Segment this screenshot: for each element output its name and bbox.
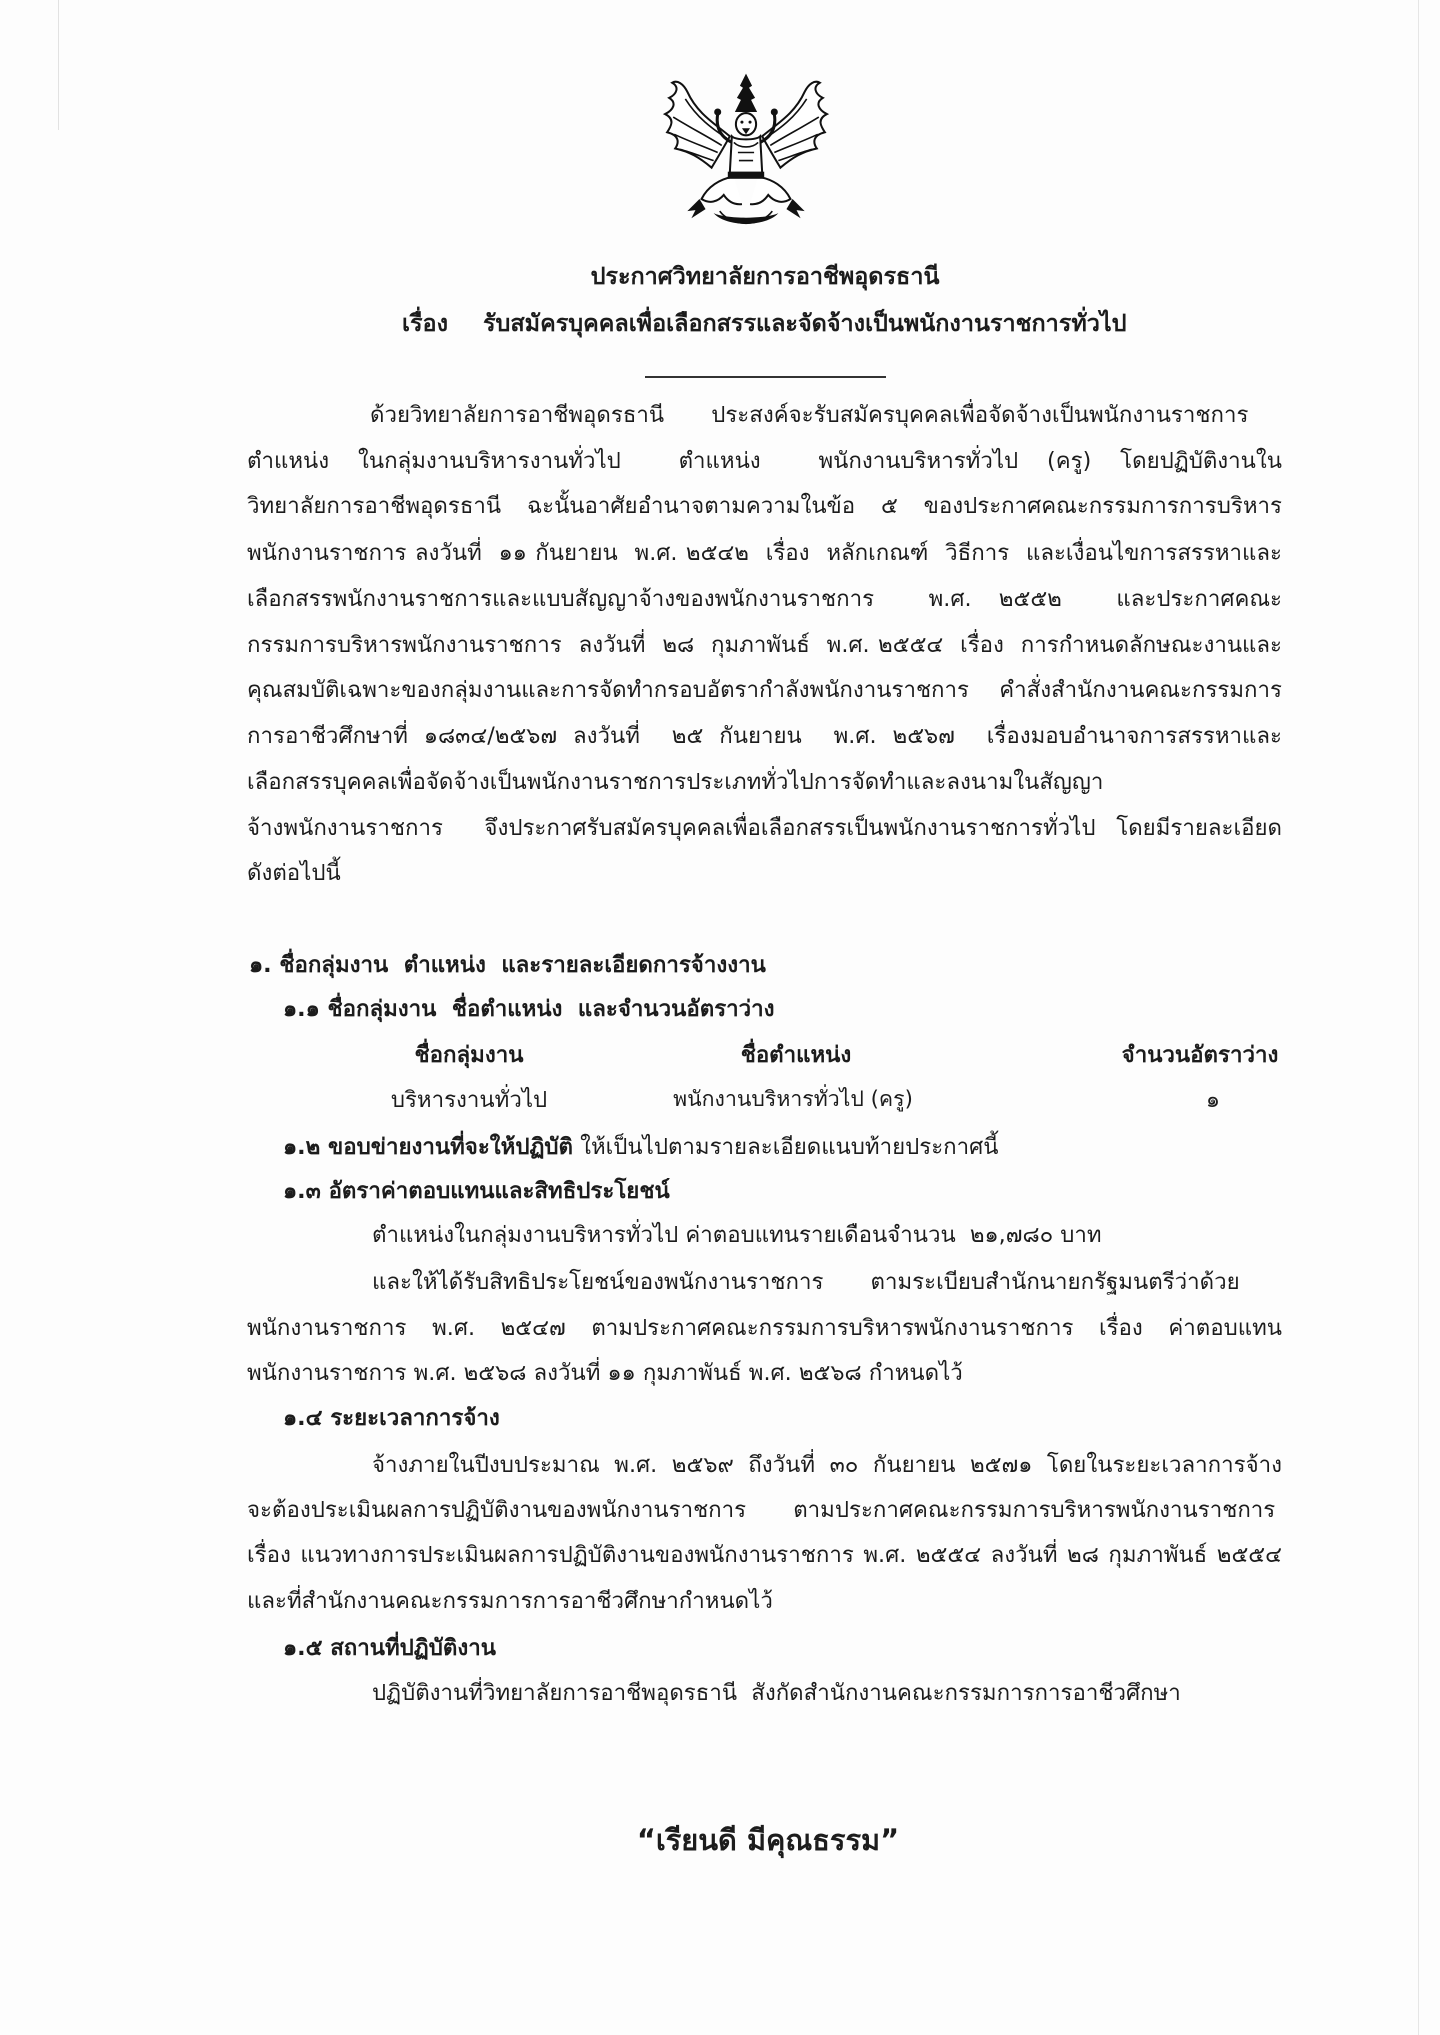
table-header-vacancies: [1110, 1038, 1290, 1072]
paragraph-line-text: พนักงานราชการ พ.ศ. ๒๕๔๗ ตามประกาศคณะกรรมการบริหารพนักงานราชการ เรื่อง ค่าตอบแทน: [247, 1315, 1282, 1341]
announcement-title: [565, 259, 965, 293]
subject-label-text: เรื่อง: [402, 309, 448, 337]
table-header-text: ชื่อกลุ่มงาน: [414, 1042, 524, 1068]
section-1-3-line-1: [372, 1218, 1282, 1252]
table-cell-text: บริหารงานทั่วไป: [390, 1087, 548, 1113]
table-header-text: จำนวนอัตราว่าง: [1121, 1042, 1279, 1068]
section-1-3-line-2: [372, 1265, 1282, 1299]
table-header-text: ชื่อตำแหน่ง: [740, 1042, 852, 1068]
subject-title: [483, 306, 1143, 340]
section-body-text: ให้เป็นไปตามรายละเอียดแนบท้ายประกาศนี้: [580, 1134, 999, 1160]
intro-line-6: [247, 628, 1282, 662]
paragraph-line-text: จ้างภายในปีงบประมาณ พ.ศ. ๒๕๖๙ ถึงวันที่ ๓๐ กันยายน ๒๕๗๑ โดยในระยะเวลาการจ้าง: [372, 1452, 1282, 1478]
intro-line-8: [247, 719, 1282, 753]
intro-line-4: [247, 536, 1282, 570]
section-1-3-line-3: [247, 1311, 1282, 1345]
paragraph-line-text: เรื่อง แนวทางการประเมินผลการปฏิบัติงานของพนักงานราชการ พ.ศ. ๒๕๕๔ ลงวันที่ ๒๘ กุมภาพันธ์ ๒๕๕๔: [247, 1542, 1282, 1568]
paragraph-line-text: วิทยาลัยการอาชีพอุดรธานี ฉะนั้นอาศัยอำนาจตามความในข้อ ๕ ของประกาศคณะกรรมการการบริหาร: [247, 493, 1282, 519]
intro-line-11: [247, 856, 1282, 890]
paragraph-line-text: ปฏิบัติงานที่วิทยาลัยการอาชีพอุดรธานี สังกัดสำนักงานคณะกรรมการการอาชีวศึกษา: [372, 1680, 1181, 1706]
section-1-4-heading: [283, 1401, 1183, 1435]
subject-title-text: รับสมัครบุคคลเพื่อเลือกสรรและจัดจ้างเป็นพนักงานราชการทั่วไป: [483, 309, 1127, 337]
section-1-5-line-1: [372, 1676, 1282, 1710]
paragraph-line-text: กรรมการบริหารพนักงานราชการ ลงวันที่ ๒๘ กุมภาพันธ์ พ.ศ. ๒๕๕๔ เรื่อง การกำหนดลักษณะงานและ: [247, 632, 1282, 658]
intro-line-5: [247, 582, 1282, 616]
paragraph-line-text: และที่สำนักงานคณะกรรมการการอาชีวศึกษากำหนดไว้: [247, 1588, 773, 1614]
table-cell-text: พนักงานบริหารทั่วไป (ครู): [673, 1087, 913, 1112]
section-1-4-line-2: [247, 1493, 1282, 1527]
section-1-1-heading: [283, 992, 1183, 1026]
section-1-3-line-4: [247, 1356, 1282, 1390]
scan-edge-line-right: [1418, 0, 1419, 2035]
section-heading-text: ๑. ชื่อกลุ่มงาน ตำแหน่ง และรายละเอียดการจ้างงาน: [249, 952, 766, 978]
section-1-2: [283, 1130, 1282, 1164]
table-cell-position: [673, 1083, 913, 1117]
table-cell-group: [389, 1083, 549, 1117]
table-cell-vacancies: [1123, 1083, 1303, 1117]
section-1-4-line-3: [247, 1538, 1282, 1572]
paragraph-line-text: ดังต่อไปนี้: [247, 860, 341, 886]
section-1-4-line-1: [372, 1448, 1282, 1482]
intro-line-3: [247, 489, 1282, 523]
paragraph-line-text: จะต้องประเมินผลการปฏิบัติงานของพนักงานราชการ ตามประกาศคณะกรรมการบริหารพนักงานราชการ: [247, 1497, 1276, 1523]
section-1-2-content: [283, 1134, 999, 1160]
paragraph-line-text: พนักงานราชการ พ.ศ. ๒๕๖๘ ลงวันที่ ๑๑ กุมภาพันธ์ พ.ศ. ๒๕๖๘ กำหนดไว้: [247, 1360, 963, 1386]
scan-edge-line-left: [58, 0, 59, 130]
paragraph-line-text: เลือกสรรพนักงานราชการและแบบสัญญาจ้างของพนักงานราชการ พ.ศ. ๒๕๕๒ และประกาศคณะ: [247, 586, 1282, 612]
section-heading-text: ๑.๕ สถานที่ปฏิบัติงาน: [283, 1635, 496, 1661]
section-1-heading: [249, 948, 1149, 982]
emblem-crown: [735, 74, 757, 112]
paragraph-line-text: และให้ได้รับสิทธิประโยชน์ของพนักงานราชการ ตามระเบียบสำนักนายกรัฐมนตรีว่าด้วย: [372, 1269, 1240, 1295]
announcement-title-text: ประกาศวิทยาลัยการอาชีพอุดรธานี: [590, 262, 940, 290]
intro-line-2: [247, 444, 1282, 478]
table-header-group: [389, 1038, 549, 1072]
paragraph-line-text: ตำแหน่ง ในกลุ่มงานบริหารงานทั่วไป ตำแหน่ง พนักงานบริหารทั่วไป (ครู) โดยปฏิบัติงานใน: [247, 448, 1282, 474]
section-heading-text: ๑.๓ อัตราค่าตอบแทนและสิทธิประโยชน์: [283, 1178, 670, 1204]
paragraph-line-text: ตำแหน่งในกลุ่มงานบริหารทั่วไป ค่าตอบแทนรายเดือนจำนวน ๒๑,๗๘๐ บาท: [372, 1222, 1102, 1248]
paragraph-line-text: คุณสมบัติเฉพาะของกลุ่มงานและการจัดทำกรอบอัตรากำลังพนักงานราชการ คำสั่งสำนักงานคณะกรรมการ: [247, 677, 1282, 703]
section-heading-text: ๑.๔ ระยะเวลาการจ้าง: [283, 1405, 500, 1431]
paragraph-line-text: จ้างพนักงานราชการ จึงประกาศรับสมัครบุคคลเพื่อเลือกสรรเป็นพนักงานราชการทั่วไป โดยมีรายละเอียด: [247, 815, 1282, 841]
table-header-position: [676, 1038, 916, 1072]
table-cell-text: ๑: [1205, 1087, 1221, 1113]
section-1-4-line-4: [247, 1584, 1282, 1618]
college-motto-text: “เรียนดี มีคุณธรรม”: [636, 1823, 900, 1857]
intro-line-1: [370, 398, 1282, 432]
paragraph-line-text: พนักงานราชการ ลงวันที่ ๑๑ กันยายน พ.ศ. ๒๕๔๒ เรื่อง หลักเกณฑ์ วิธีการ และเงื่อนไขการสรรหาและ: [247, 540, 1282, 566]
college-motto: [518, 1818, 1018, 1862]
section-1-3-heading: [283, 1174, 1183, 1208]
intro-line-7: [247, 673, 1282, 707]
section-heading-text: ๑.๑ ชื่อกลุ่มงาน ชื่อตำแหน่ง และจำนวนอัตราว่าง: [283, 996, 775, 1022]
paragraph-line-text: การอาชีวศึกษาที่ ๑๘๓๔/๒๕๖๗ ลงวันที่ ๒๕ กันยายน พ.ศ. ๒๕๖๗ เรื่องมอบอำนาจการสรรหาและ: [247, 723, 1282, 749]
subject-label: [402, 306, 480, 340]
intro-line-10: [247, 811, 1282, 845]
paragraph-line-text: เลือกสรรบุคคลเพื่อจัดจ้างเป็นพนักงานราชการประเภททั่วไปการจัดทำและลงนามในสัญญา: [247, 769, 1104, 795]
title-divider: [645, 376, 886, 378]
section-heading-text: ๑.๒ ขอบข่ายงานที่จะให้ปฏิบัติ: [283, 1134, 574, 1160]
intro-line-9: [247, 765, 1282, 799]
paragraph-line-text: ด้วยวิทยาลัยการอาชีพอุดรธานี ประสงค์จะรับสมัครบุคคลเพื่อจัดจ้างเป็นพนักงานราชการ: [370, 402, 1249, 428]
garuda-emblem: [655, 71, 837, 234]
emblem-torso: [730, 136, 762, 172]
section-1-5-heading: [283, 1631, 1183, 1665]
